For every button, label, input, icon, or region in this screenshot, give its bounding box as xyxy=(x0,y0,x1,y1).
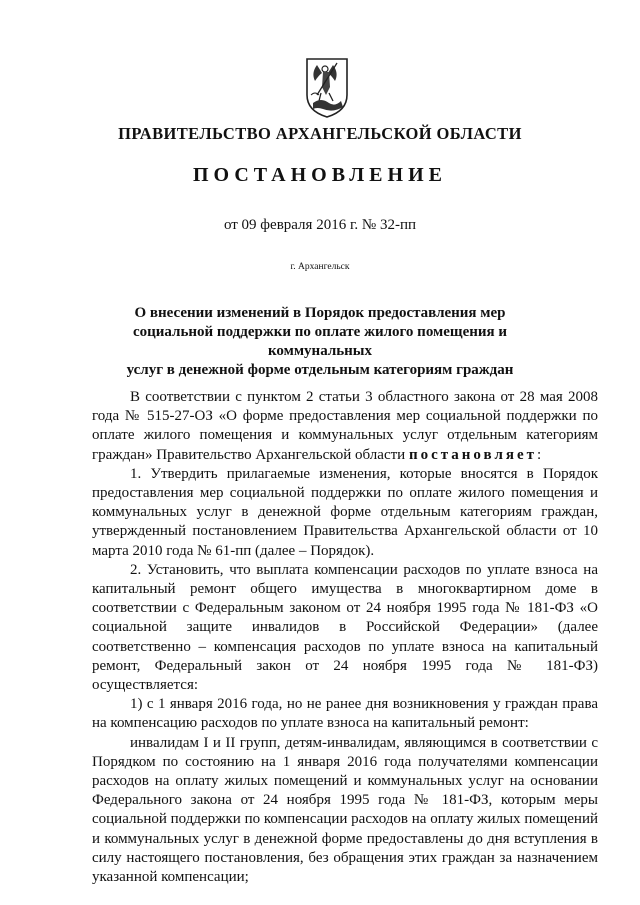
document-city: г. Архангельск xyxy=(290,262,350,272)
coat-of-arms-icon xyxy=(303,55,351,119)
title-line: О внесении изменений в Порядок предоставления мер xyxy=(134,305,506,321)
title-line: социальной поддержки по оплате жилого помещения и коммунальных xyxy=(132,324,508,359)
document-title xyxy=(90,304,550,380)
paragraph-item-2: 2. Установить, что выплата компенсации расходов по уплате взноса на капитальный ремонт общего имущества в многоквартирном доме в соответствии с Федеральным законом от 24 ноября 1995 года № 181-ФЗ «О социальной защите инвалидов в Российской Федерации» (далее соответственно – компенсация расходов по уплате взноса на капитальный ремонт, Федеральный закон от 24 ноября 1995 года № 181-ФЗ) осуществляется: xyxy=(92,561,598,694)
document-body xyxy=(92,388,598,887)
document-type: ПОСТАНОВЛЕНИЕ xyxy=(193,164,447,186)
paragraph-subitem-1: 1) с 1 января 2016 года, но не ранее дня возникновения у граждан права на компенсацию расходов по уплате взноса на капитальный ремонт: xyxy=(92,696,598,732)
paragraph-item-1: 1. Утвердить прилагаемые изменения, которые вносятся в Порядок предоставления мер социальной поддержки по оплате жилого помещения и коммунальных услуг в денежной форме отдельным категориям граждан, утвержденный постановлением Правительства Архангельской области от 10 марта 2010 года № 61-пп (далее – Порядок). xyxy=(92,465,598,559)
preamble-text: В соответствии с пунктом 2 статьи 3 областного закона от 28 мая 2008 года № 515-27-ОЗ «О форме предоставления мер социальной поддержки по оплате жилого помещения и коммунальных услуг отдельным категориям граждан» Правительство Архангельской области xyxy=(92,389,598,463)
resolve-keyword: постановляет xyxy=(408,446,538,463)
document-date-number: от 09 февраля 2016 г. № 32-пп xyxy=(223,217,417,233)
paragraph-recipients: инвалидам I и II групп, детям-инвалидам, являющимся в соответствии с Порядком по состоянию на 1 января 2016 года получателями компенсации расходов на оплату жилых помещений и коммунальных услуг на основании Федерального закона от 24 ноября 1995 года № 181-ФЗ, которым меры социальной поддержки по компенсации расходов на оплату жилых помещений и коммунальных услуг в денежной форме предоставлены до дня вступления в силу настоящего постановления, без обращения этих граждан за назначением указанной компенсации; xyxy=(92,734,598,886)
title-line: услуг в денежной форме отдельным категориям граждан xyxy=(126,362,514,378)
preamble-end: : xyxy=(537,446,542,463)
government-name: ПРАВИТЕЛЬСТВО АРХАНГЕЛЬСКОЙ ОБЛАСТИ xyxy=(118,124,522,143)
paragraph-preamble xyxy=(92,388,598,465)
